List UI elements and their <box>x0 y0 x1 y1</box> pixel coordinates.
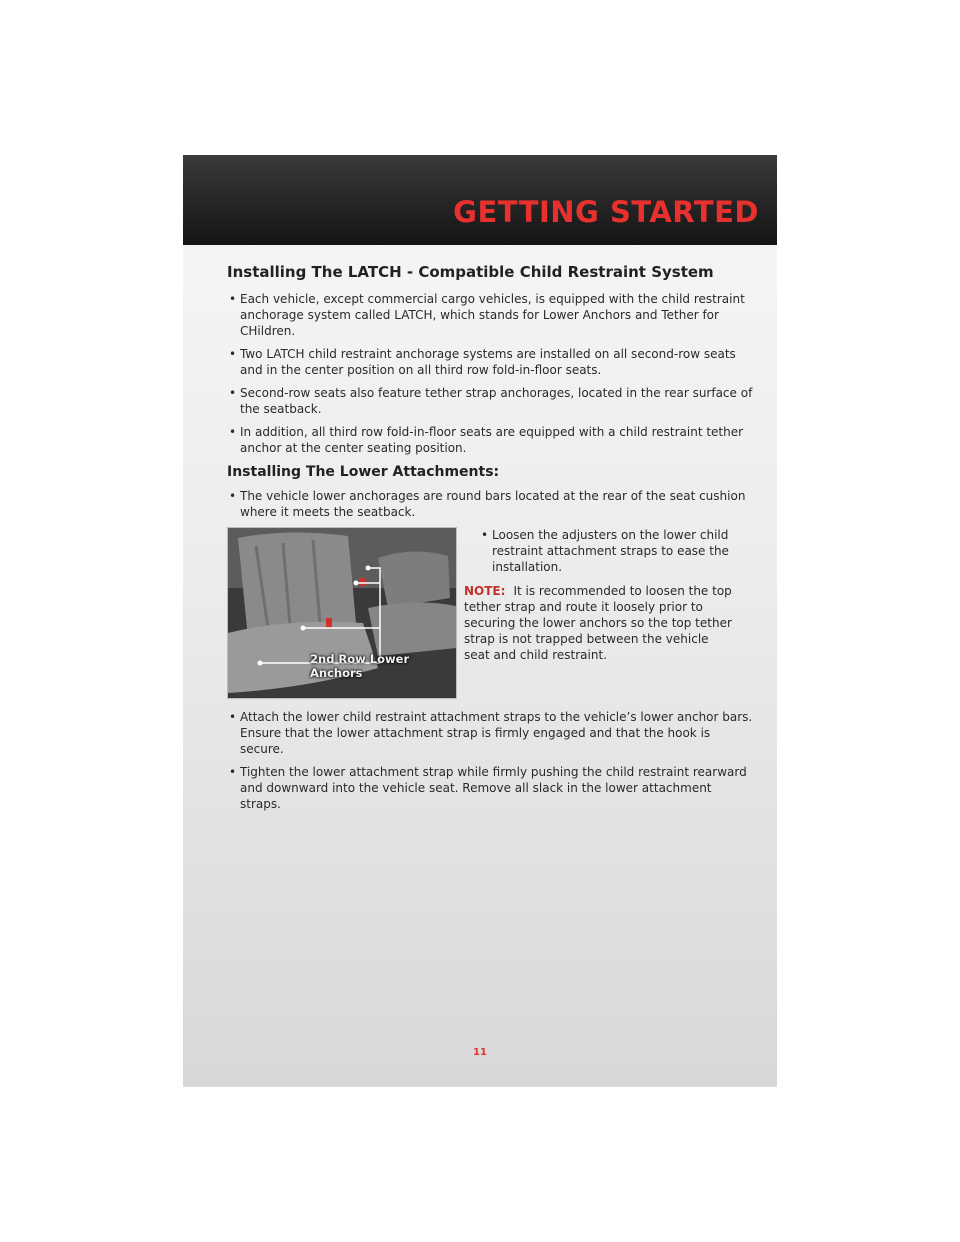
manual-page <box>183 155 777 1087</box>
note-label: NOTE: <box>464 584 506 598</box>
list-item: • The vehicle lower anchorages are round bars located at the rear of the seat cushion where it meets the seatback. <box>210 488 755 520</box>
page-content <box>210 263 755 819</box>
lower-attachments-list <box>210 488 755 520</box>
seat-anchor-photo <box>227 527 457 699</box>
photo-caption: 2nd Row Lower Anchors <box>310 652 410 680</box>
side-instructions <box>462 527 732 663</box>
bottom-bullet-list <box>210 709 755 812</box>
list-item: • Two LATCH child restraint anchorage systems are installed on all second-row seats and in the center position on all third row fold-in-floor seats. <box>210 346 755 378</box>
section-banner <box>183 155 777 245</box>
note-block <box>464 583 732 663</box>
list-item: • Each vehicle, except commercial cargo vehicles, is equipped with the child restraint anchorage system called LATCH, which stands for Lower Anchors and Tether for CHildren. <box>210 291 755 339</box>
list-item: • Loosen the adjusters on the lower child restraint attachment straps to ease the installation. <box>462 527 732 575</box>
section-heading-latch: Installing The LATCH - Compatible Child Restraint System <box>227 263 714 281</box>
section-heading-lower-attachments: Installing The Lower Attachments: <box>227 464 500 480</box>
photo-and-instructions <box>210 527 755 699</box>
list-item: • Tighten the lower attachment strap while firmly pushing the child restraint rearward and downward into the vehicle seat. Remove all slack in the lower attachment straps. <box>210 764 755 812</box>
latch-bullet-list <box>210 291 755 456</box>
banner-title: GETTING STARTED <box>453 195 759 229</box>
list-item: • Attach the lower child restraint attachment straps to the vehicle’s lower anchor bars. Ensure that the lower attachment strap is firmly engaged and that the hook is secure. <box>210 709 755 757</box>
list-item: • In addition, all third row fold-in-floor seats are equipped with a child restraint tether anchor at the center seating position. <box>210 424 755 456</box>
side-bullet-list <box>462 527 732 575</box>
note-text: It is recommended to loosen the top tether strap and route it loosely prior to securing the lower anchors so the top tether strap is not trapped between the vehicle seat and child restraint. <box>464 584 732 662</box>
page-number: 11 <box>473 1047 487 1058</box>
list-item: • Second-row seats also feature tether strap anchorages, located in the rear surface of the seatback. <box>210 385 755 417</box>
